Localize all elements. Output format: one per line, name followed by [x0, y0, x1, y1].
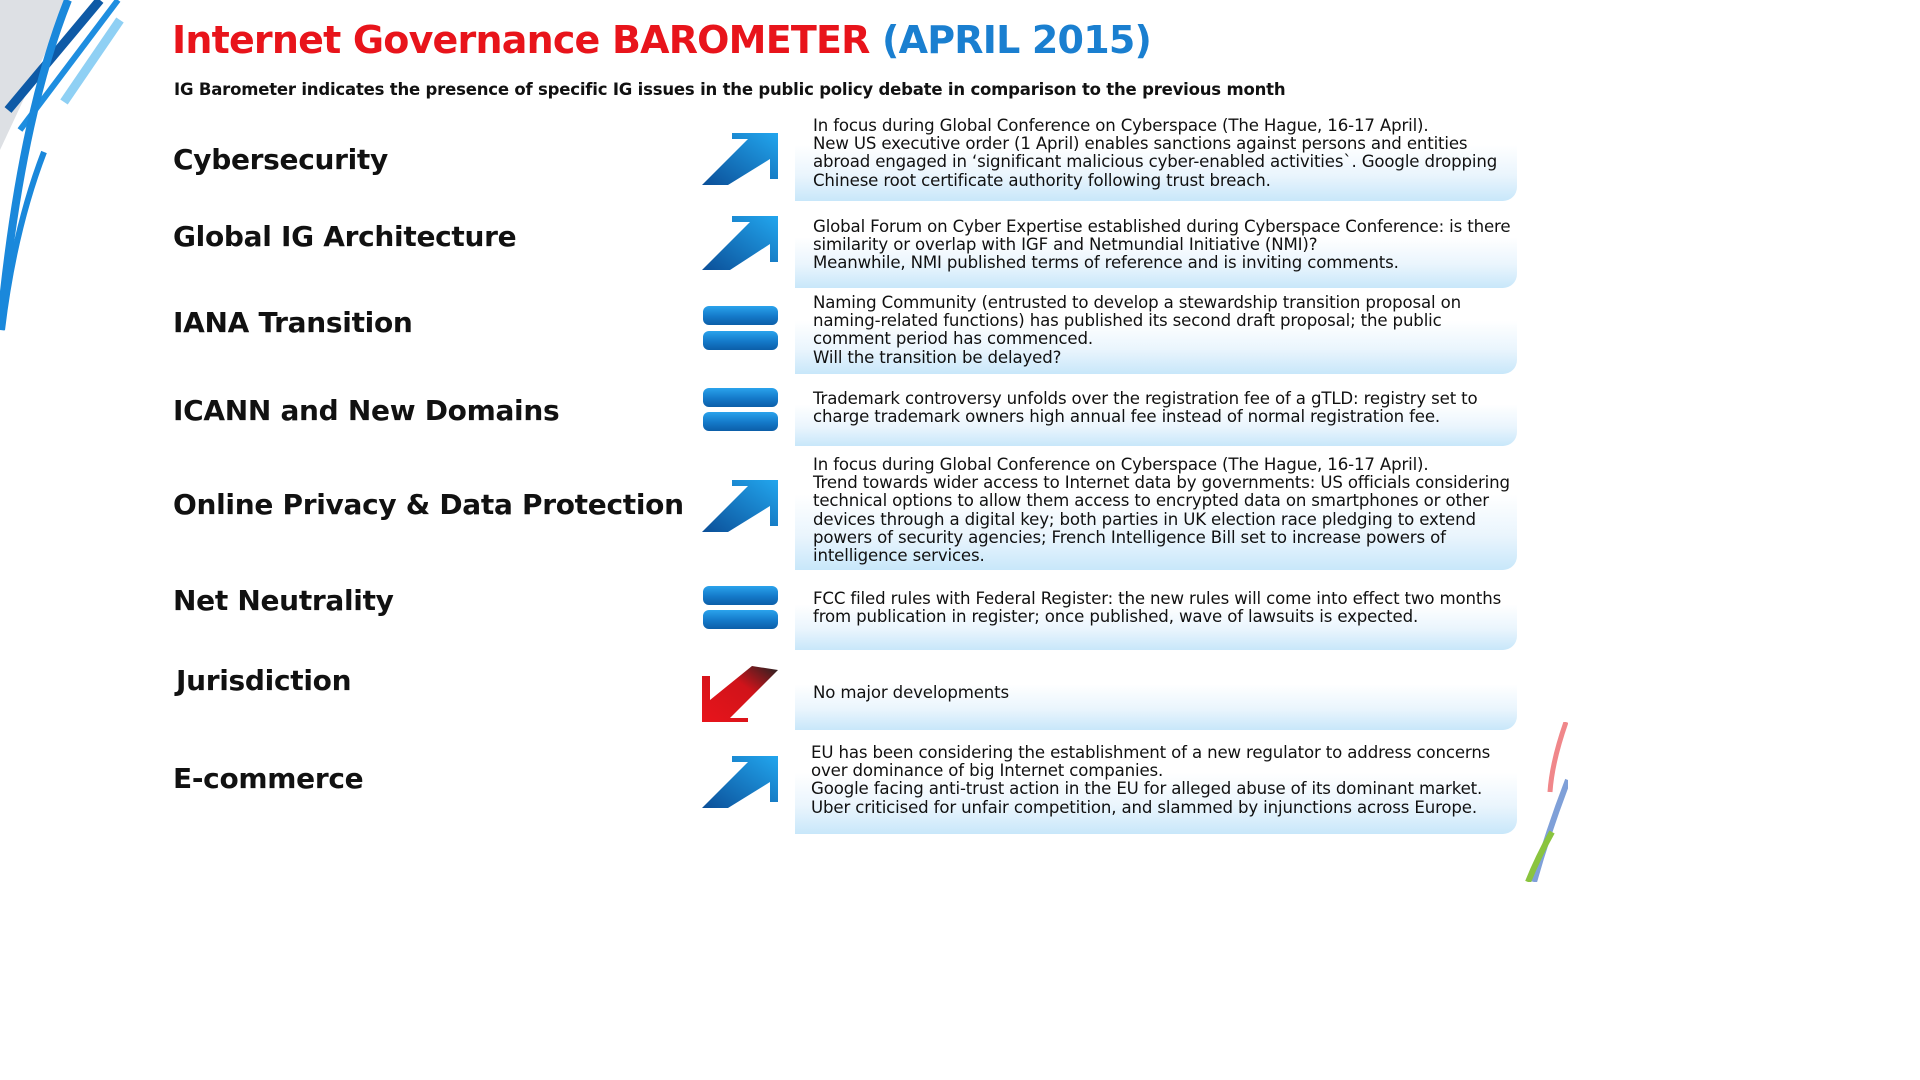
issue-description-panel [795, 382, 1517, 446]
issue-description: In focus during Global Conference on Cyberspace (The Hague, 16-17 April). New US executive order (1 April) enables sanctions against persons and entities abroad engaged in ‘significant malicious cyber-enabled activities`. Google dropping Chinese root certificate authority following trust breach. [813, 116, 1498, 190]
issue-description: Naming Community (entrusted to develop a stewardship transition proposal on naming-related functions) has published its second draft proposal; the public comment period has commenced. Will the transition be delayed? [813, 293, 1461, 367]
issue-description: FCC filed rules with Federal Register: the new rules will come into effect two months from publication in register; once published, wave of lawsuits is expected. [813, 589, 1502, 627]
issue-label: Jurisdiction [176, 664, 352, 697]
arrow-up-right-icon [700, 752, 782, 814]
equals-icon [700, 586, 782, 648]
equals-icon [700, 388, 782, 450]
issue-description-panel [795, 660, 1517, 730]
issue-row-cybersecurity [0, 115, 1568, 201]
issue-label: Online Privacy & Data Protection [173, 488, 684, 521]
issue-label: Cybersecurity [173, 143, 388, 176]
issue-label: Net Neutrality [173, 584, 394, 617]
issue-description: Global Forum on Cyber Expertise established during Cyberspace Conference: is there similarity or overlap with IGF and Netmundial Initiative (NMI)? Meanwhile, NMI published terms of reference and is inviting comments. [813, 217, 1511, 273]
issue-description: Trademark controversy unfolds over the registration fee of a gTLD: registry set to charge trademark owners high annual fee instead of normal registration fee. [813, 389, 1478, 427]
equals-icon [700, 306, 782, 368]
issue-label: ICANN and New Domains [173, 394, 560, 427]
issue-row-net-neutrality [0, 580, 1568, 650]
issue-description-panel [795, 292, 1517, 374]
issue-description-panel [795, 115, 1517, 201]
issue-row-e-commerce [0, 740, 1568, 834]
issue-row-jurisdiction [0, 660, 1568, 730]
title-main: Internet Governance BAROMETER [172, 18, 870, 62]
issue-label: IANA Transition [173, 306, 413, 339]
issue-row-icann-new-domains [0, 382, 1568, 446]
issue-label: Global IG Architecture [173, 220, 517, 253]
arrow-up-right-icon [700, 476, 782, 538]
issue-description-panel [795, 580, 1517, 650]
issue-row-global-ig-architecture [0, 210, 1568, 288]
arrow-up-right-icon [700, 212, 782, 274]
issue-description-panel [795, 210, 1517, 288]
arrow-up-right-icon [700, 129, 782, 191]
issue-description: EU has been considering the establishment of a new regulator to address concerns over dominance of big Internet companies. Google facing anti-trust action in the EU for alleged abuse of its dominant market. Uber criticised for unfair competition, and slammed by injunctions across Europe. [811, 743, 1491, 817]
issue-description-panel [795, 454, 1517, 570]
issue-description: In focus during Global Conference on Cyberspace (The Hague, 16-17 April). Trend towards wider access to Internet data by governments: US officials considering technical options to allow them access to encrypted data on smartphones or other devices through a digital key; both parties in UK election race pledging to extend powers of security agencies; French Intelligence Bill set to increase powers of intelligence services. [813, 455, 1510, 566]
page-subtitle: IG Barometer indicates the presence of specific IG issues in the public policy debate in comparison to the previous month [174, 80, 1286, 99]
issue-description: No major developments [813, 683, 1009, 702]
page-title [172, 18, 1151, 62]
title-date: (APRIL 2015) [882, 18, 1152, 62]
issue-row-online-privacy [0, 454, 1568, 570]
arrow-down-left-icon [700, 664, 782, 726]
issue-label: E-commerce [173, 762, 364, 795]
issue-description-panel [795, 740, 1517, 834]
issue-row-iana-transition [0, 292, 1568, 374]
